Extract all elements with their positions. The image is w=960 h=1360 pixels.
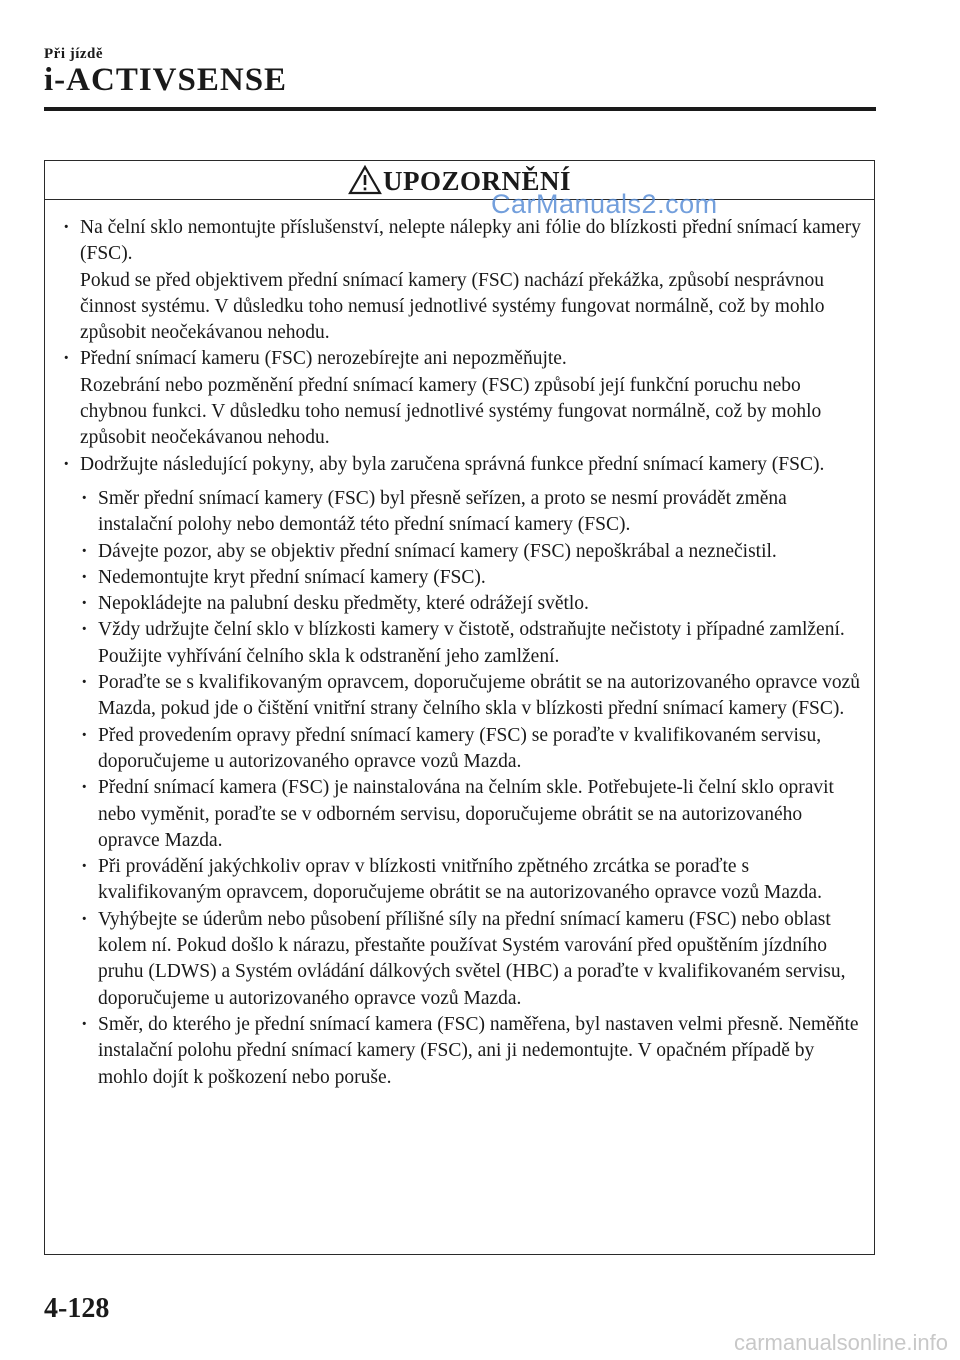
footer-watermark: carmanualsonline.info (733, 1330, 948, 1355)
warning-subitem: · Vyhýbejte se úderům nebo působení přílišné síly na přední snímací kameru (FSC) nebo oblast kolem ní. Pokud došlo k nárazu, přestaňte používat Systém varování před opuštěním jízdního pruhu (LDWS) a Systém ovládání dálkových světel (HBC) a poraďte v kvalifikovaném servisu, doporučujeme u autorizovaného opravce vozů Mazda. (81, 907, 863, 1012)
warning-title: UPOZORNĚNÍ (382, 165, 571, 196)
warning-subitem: · Dávejte pozor, aby se objektiv přední snímací kamery (FSC) nepoškrábal a neznečistil. (81, 539, 863, 565)
page-number: 4-128 (44, 1293, 110, 1324)
chapter-title: i-ACTIVSENSE (44, 62, 288, 98)
warning-item (63, 215, 863, 346)
warning-subitem: · Přední snímací kamera (FSC) je nainstalována na čelním skle. Potřebujete-li čelní sklo opravit nebo vyměnit, poraďte se v odborném servisu, doporučujeme obrátit se na autorizovaného opravce Mazda. (81, 775, 863, 854)
warning-subitem: · Vždy udržujte čelní sklo v blízkosti kamery v čistotě, odstraňujte nečistoty i případné zamlžení. Použijte vyhřívání čelního skla k odstranění jeho zamlžení. (81, 617, 863, 670)
warning-item-text: · Na čelní sklo nemontujte příslušenství, nelepte nálepky ani fólie do blízkosti přední snímací kamery (FSC). (80, 217, 861, 265)
warning-subitem: · Při provádění jakýchkoliv oprav v blízkosti vnitřního zpětného zrcátka se poraďte s kvalifikovaným opravcem, doporučujeme obrátit se na autorizovaného opravce vozů Mazda. (81, 854, 863, 907)
warning-item-detail: Pokud se před objektivem přední snímací kamery (FSC) nachází překážka, způsobí nesprávnou činnost systému. V důsledku toho nemusí jednotlivé systémy fungovat normálně, což by mohlo způsobit neočekávanou nehodu. (80, 269, 825, 344)
warning-item-text: · Dodržujte následující pokyny, aby byla zaručena správná funkce přední snímací kamery (FSC). (80, 453, 825, 475)
warning-item (63, 346, 863, 451)
warning-box (44, 160, 875, 1255)
warning-content (63, 215, 863, 1091)
warning-header (45, 161, 874, 200)
warning-subitem: · Nepokládejte na palubní desku předměty, které odrážejí světlo. (81, 591, 863, 617)
watermark: CarManuals2.com (491, 189, 718, 219)
warning-subitem: · Směr, do kterého je přední snímací kamera (FSC) naměřena, byl nastaven velmi přesně. Neměňte instalační polohu přední snímací kamery (FSC), ani ji nedemontujte. V opačném případě by mohlo dojít k poškození nebo poruše. (81, 1012, 863, 1091)
warning-subitem: · Směr přední snímací kamery (FSC) byl přesně seřízen, a proto se nesmí provádět změna instalační polohy nebo demontáž této přední snímací kamery (FSC). (81, 486, 863, 539)
warning-subitem: · Před provedením opravy přední snímací kamery (FSC) se poraďte v kvalifikovaném servisu, doporučujeme u autorizovaného opravce vozů Mazda. (81, 723, 863, 776)
warning-subitem: · Poraďte se s kvalifikovaným opravcem, doporučujeme obrátit se na autorizovaného opravce vozů Mazda, pokud jde o čištění vnitřní strany čelního skla v blízkosti přední snímací kamery (FSC). (81, 670, 863, 723)
header-rule (44, 107, 876, 111)
warning-subitems (63, 486, 863, 1091)
warning-subitem: · Nedemontujte kryt přední snímací kamery (FSC). (81, 565, 863, 591)
warning-item-detail: Rozebrání nebo pozměnění přední snímací kamery (FSC) způsobí její funkční poruchu nebo chybnou funkci. V důsledku toho nemusí jednotlivé systémy fungovat normálně, což by mohlo způsobit neočekávanou nehodu. (80, 374, 822, 449)
warning-triangle-icon (348, 165, 382, 195)
warning-item (63, 452, 863, 478)
warning-item-text: · Přední snímací kameru (FSC) nerozebírejte ani nepozměňujte. (80, 348, 567, 370)
section-title: Při jízdě (44, 46, 104, 62)
